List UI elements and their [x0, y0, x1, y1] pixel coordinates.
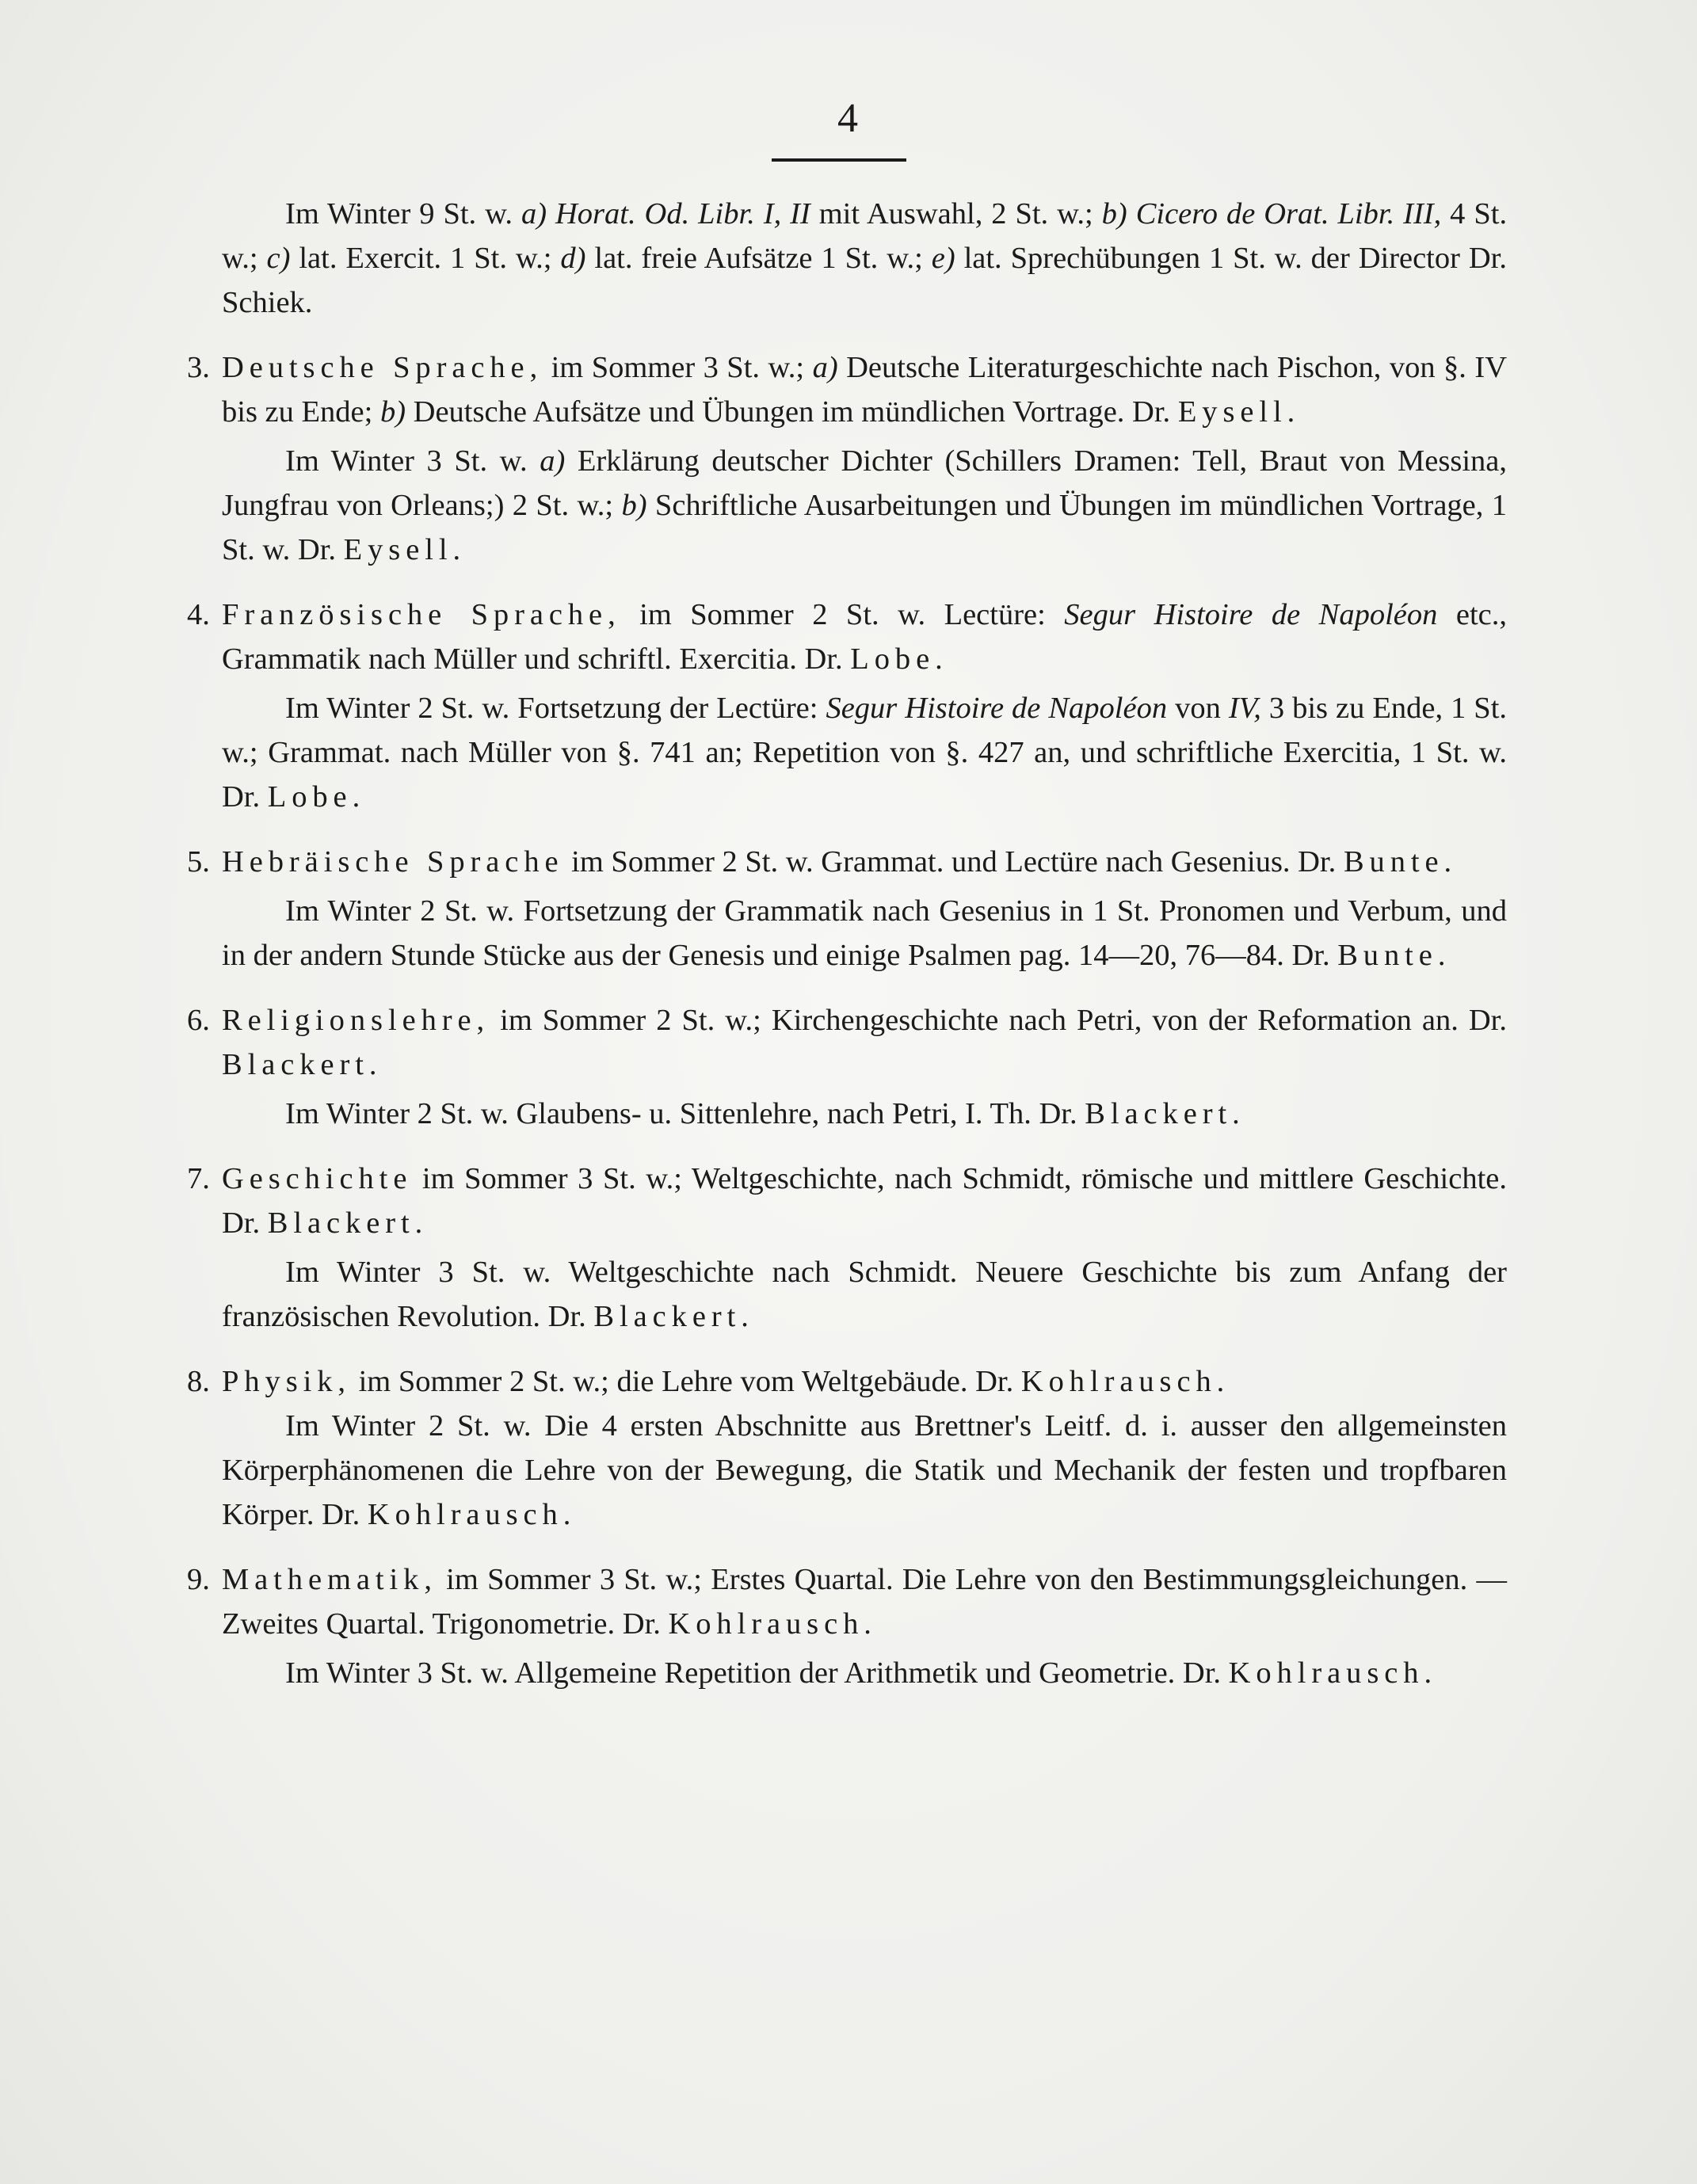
winter-paragraph	[187, 1250, 1507, 1339]
teacher-name: Blackert.	[1085, 1097, 1245, 1130]
teacher-name: Blackert.	[593, 1300, 754, 1333]
section-title: Geschichte	[222, 1162, 413, 1195]
text: lat. Exercit. 1 St. w.;	[299, 242, 552, 275]
text: im Sommer 3 St. w.;	[551, 351, 805, 384]
teacher-name: Kohlrausch.	[1228, 1656, 1438, 1690]
teacher-name: Blackert.	[267, 1206, 429, 1240]
list-marker: a)	[812, 351, 838, 384]
teacher-name: Kohlrausch.	[367, 1498, 577, 1531]
text: im Sommer 3 St. w.; Erstes Quartal. Die Lehre von den Bestimmungsgleichungen. — Zweites Quartal. Trigonometrie. Dr.	[222, 1563, 1508, 1641]
text: Schriftliche Ausarbeitungen und Übungen im mündlichen Vortrage, 1 St. w. Dr.	[222, 489, 1507, 566]
winter-paragraph	[187, 686, 1507, 819]
summer-paragraph	[187, 998, 1507, 1087]
text: im Sommer 3 St. w.; Weltgeschichte, nach Schmidt, römische und mittlere Geschichte. Dr.	[222, 1162, 1507, 1240]
work-title: Cicero de Orat. Libr. III,	[1135, 197, 1442, 231]
page-number: 4	[837, 96, 858, 141]
work-title: Segur Histoire de Napoléon	[1064, 598, 1438, 631]
text: Im Winter 2 St. w. Glaubens- u. Sittenlehre, nach Petri, I. Th. Dr.	[285, 1097, 1077, 1130]
text: Im Winter 9 St. w.	[285, 197, 513, 231]
text: Im Winter 2 St. w. Die 4 ersten Abschnitte aus Brettner's Leitf. d. i. ausser den allgemeinsten Körperphänomenen die Lehre von der Bewegung, die Statik und Mechanik der festen und tropfbaren Körper. Dr.	[222, 1409, 1507, 1531]
text: mit Auswahl, 2 St. w.;	[818, 197, 1093, 231]
list-marker: d)	[560, 242, 586, 275]
text: etc., Grammatik nach Müller und schriftl. Exercitia. Dr.	[222, 598, 1507, 676]
section-title: Religionslehre,	[222, 1004, 490, 1037]
text: lat. freie Aufsätze 1 St. w.;	[594, 242, 923, 275]
section-title: Französische Sprache,	[222, 598, 621, 631]
section-number: 7.	[187, 1162, 210, 1195]
teacher-name: Bunte.	[1337, 939, 1451, 972]
section-title: Hebräische Sprache	[222, 845, 564, 879]
teacher-name: Lobe.	[850, 642, 948, 676]
text: lat. Sprechübungen 1 St. w. der Director Dr. Schiek.	[222, 242, 1507, 319]
summer-paragraph	[187, 1359, 1507, 1404]
text: von	[1175, 692, 1221, 725]
list-marker: b)	[379, 395, 406, 429]
winter-paragraph	[187, 1092, 1507, 1136]
summer-paragraph	[187, 593, 1507, 681]
text: im Sommer 2 St. w. Lectüre:	[639, 598, 1046, 631]
section-deutsche-sprache	[187, 345, 1507, 572]
section-title: Mathematik,	[222, 1563, 437, 1596]
summer-paragraph	[187, 1157, 1507, 1245]
text: im Sommer 2 St. w.; Kirchengeschichte nach Petri, von der Reformation an. Dr.	[500, 1004, 1508, 1037]
text: Erklärung deutscher Dichter (Schillers Dramen: Tell, Braut von Messina, Jungfrau von Orleans;) 2 St. w.;	[222, 444, 1508, 522]
text: Im Winter 3 St. w. Weltgeschichte nach Schmidt. Neuere Geschichte bis zum Anfang der französischen Revolution. Dr.	[222, 1256, 1507, 1333]
teacher-name: Bunte.	[1343, 845, 1458, 879]
text: Im Winter 3 St. w. Allgemeine Repetition der Arithmetik und Geometrie. Dr.	[285, 1656, 1222, 1690]
section-number: 3.	[187, 351, 210, 384]
document-body	[187, 192, 1507, 1695]
section-franzoesische-sprache	[187, 593, 1507, 819]
list-marker: b)	[621, 489, 647, 522]
list-marker: a)	[521, 197, 547, 231]
teacher-name: Blackert.	[222, 1048, 383, 1081]
summer-paragraph	[187, 840, 1507, 884]
text: im Sommer 2 St. w.; die Lehre vom Weltgebäude. Dr.	[358, 1365, 1014, 1398]
section-mathematik	[187, 1557, 1507, 1695]
section-geschichte	[187, 1157, 1507, 1339]
section-number: 6.	[187, 1004, 210, 1037]
page-number-rule	[772, 158, 906, 162]
section-physik	[187, 1359, 1507, 1537]
section-religionslehre	[187, 998, 1507, 1136]
section-hebraeische-sprache	[187, 840, 1507, 978]
teacher-name: Eysell.	[343, 533, 467, 566]
list-marker: a)	[540, 444, 566, 478]
work-title: Segur Histoire de Napoléon	[826, 692, 1168, 725]
text: Im Winter 2 St. w. Fortsetzung der Grammatik nach Gesenius in 1 St. Pronomen und Verbum, und in der andern Stunde Stücke aus der Genesis und einige Psalmen pag. 14—20, 76—84. Dr.	[222, 894, 1507, 972]
winter-paragraph	[187, 1404, 1507, 1537]
summer-paragraph	[187, 345, 1507, 434]
work-title: Horat. Od. Libr. I, II	[555, 197, 810, 231]
section-number: 8.	[187, 1365, 210, 1398]
latin-winter-paragraph	[187, 192, 1507, 325]
section-number: 4.	[187, 598, 210, 631]
teacher-name: Lobe.	[267, 780, 366, 814]
text: 4 St. w.;	[222, 197, 1508, 275]
winter-paragraph	[187, 889, 1507, 978]
teacher-name: Eysell.	[1177, 395, 1301, 429]
list-marker: b)	[1101, 197, 1127, 231]
list-marker: e)	[931, 242, 955, 275]
text: Deutsche Literaturgeschichte nach Pischon, von §. IV bis zu Ende;	[222, 351, 1508, 429]
section-number: 9.	[187, 1563, 210, 1596]
section-title: Physik,	[222, 1365, 351, 1398]
text: Im Winter 3 St. w.	[285, 444, 528, 478]
section-title: Deutsche Sprache,	[222, 351, 543, 384]
text: Im Winter 2 St. w. Fortsetzung der Lectüre:	[285, 692, 818, 725]
winter-paragraph	[187, 1651, 1507, 1695]
section-number: 5.	[187, 845, 210, 879]
text: 3 bis zu Ende, 1 St. w.; Grammat. nach Müller von §. 741 an; Repetition von §. 427 an, und schriftliche Exercitia, 1 St. w. Dr.	[222, 692, 1508, 814]
winter-paragraph	[187, 439, 1507, 572]
list-marker: c)	[266, 242, 291, 275]
work-title: IV,	[1228, 692, 1261, 725]
text: im Sommer 2 St. w. Grammat. und Lectüre nach Gesenius. Dr.	[571, 845, 1337, 879]
summer-paragraph	[187, 1557, 1507, 1646]
text: Deutsche Aufsätze und Übungen im mündlichen Vortrage. Dr.	[413, 395, 1171, 429]
latin-winter-entry	[187, 192, 1507, 325]
teacher-name: Kohlrausch.	[668, 1607, 877, 1641]
teacher-name: Kohlrausch.	[1020, 1365, 1230, 1398]
